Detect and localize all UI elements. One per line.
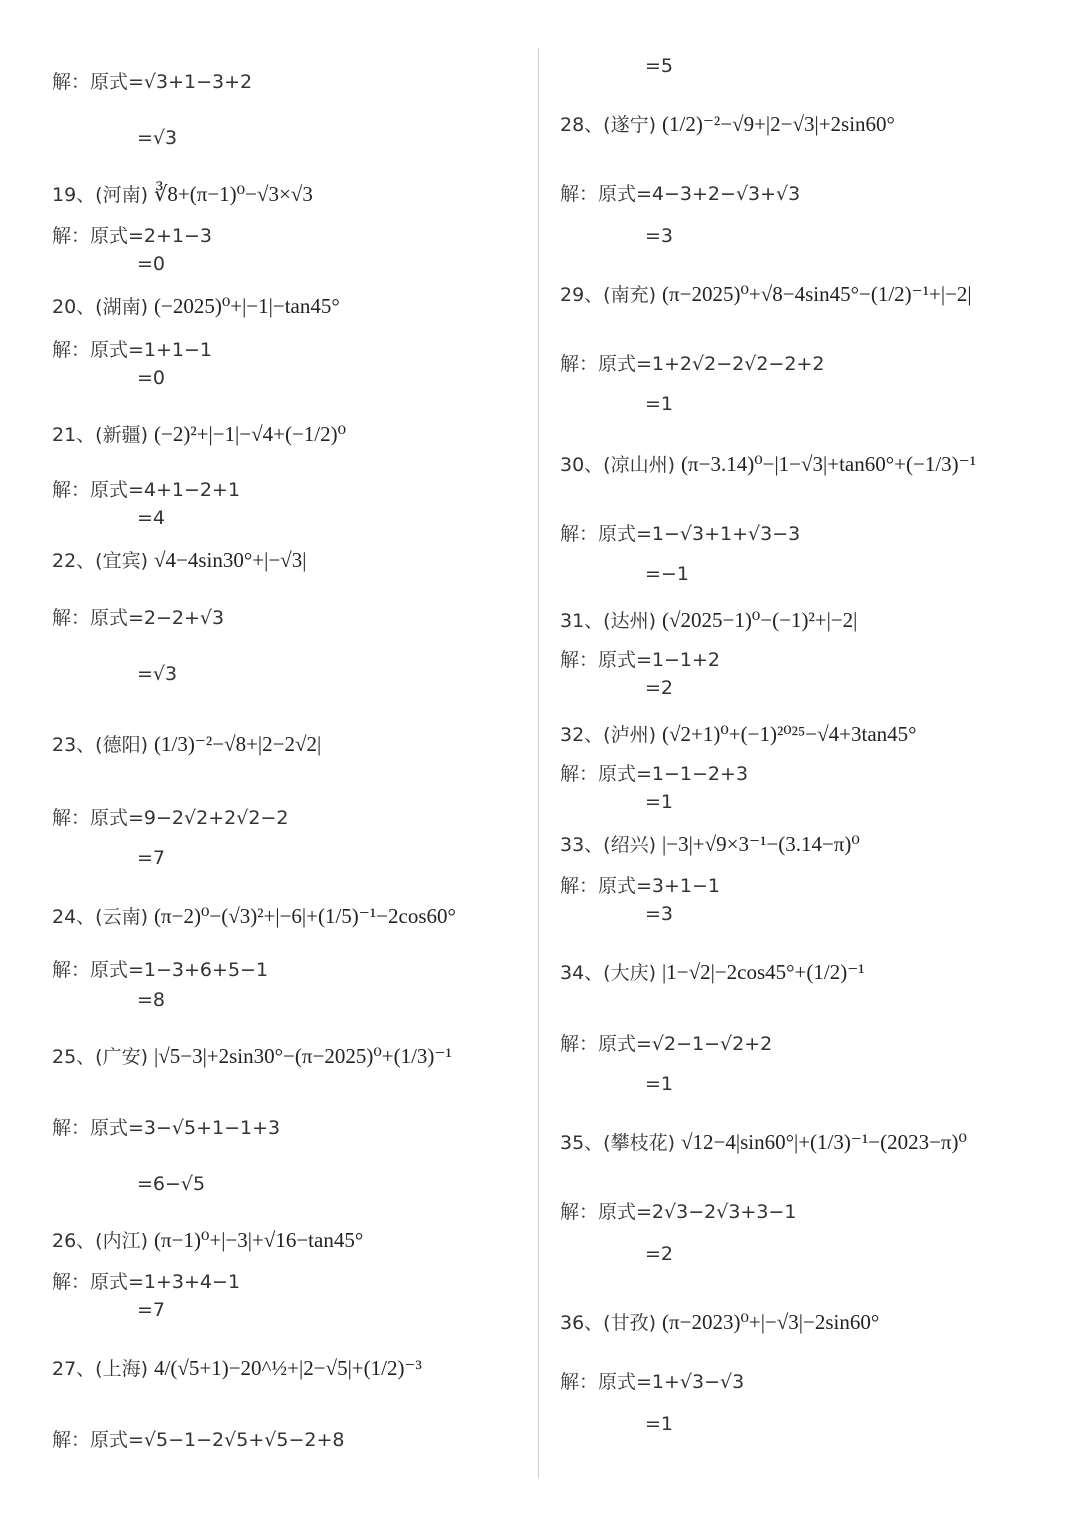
problem-line	[560, 830, 860, 859]
solution-line: 解：原式=2+1−3	[52, 225, 213, 247]
problem-label: 34、(大庆)	[560, 962, 657, 984]
solution-continuation: =7	[137, 1299, 166, 1321]
problem-line	[52, 420, 346, 449]
problem-label: 25、(广安)	[52, 1046, 149, 1068]
solution-line: 解：原式=√3+1−3+2	[52, 71, 253, 93]
problem-expression: (−2)²+|−1|−√4+(−1/2)⁰	[154, 422, 347, 446]
solution-continuation: =2	[645, 677, 674, 699]
problem-expression: (π−2023)⁰+|−√3|−2sin60°	[662, 1310, 880, 1334]
solution-line: 解：原式=3+1−1	[560, 875, 721, 897]
problem-label: 21、(新疆)	[52, 424, 149, 446]
problem-label: 31、(达州)	[560, 610, 657, 632]
problem-expression: (−2025)⁰+|−1|−tan45°	[154, 294, 340, 318]
solution-continuation: =√3	[137, 663, 178, 685]
solution-continuation: =2	[645, 1243, 674, 1265]
problem-expression: |−3|+√9×3⁻¹−(3.14−π)⁰	[662, 832, 860, 856]
solution-continuation: =5	[645, 55, 674, 77]
problem-label: 28、(遂宁)	[560, 114, 657, 136]
solution-line: 解：原式=1−√3+1+√3−3	[560, 523, 801, 545]
problem-line	[560, 450, 976, 479]
problem-label: 24、(云南)	[52, 906, 149, 928]
problem-label: 23、(德阳)	[52, 734, 149, 756]
solution-line: 解：原式=9−2√2+2√2−2	[52, 807, 289, 829]
problem-line	[52, 180, 313, 209]
solution-line: 解：原式=1−3+6+5−1	[52, 959, 269, 981]
problem-expression: (π−1)⁰+|−3|+√16−tan45°	[154, 1228, 364, 1252]
solution-line: 解：原式=√5−1−2√5+√5−2+8	[52, 1429, 345, 1451]
solution-line: 解：原式=1−1+2	[560, 649, 721, 671]
problem-label: 27、(上海)	[52, 1358, 149, 1380]
solution-line: 解：原式=1+2√2−2√2−2+2	[560, 353, 825, 375]
problem-expression: (π−2)⁰−(√3)²+|−6|+(1/5)⁻¹−2cos60°	[154, 904, 456, 928]
problem-line	[560, 110, 895, 139]
problem-expression: (π−3.14)⁰−|1−√3|+tan60°+(−1/3)⁻¹	[681, 452, 977, 476]
solution-line: 解：原式=√2−1−√2+2	[560, 1033, 773, 1055]
solution-continuation: =0	[137, 367, 166, 389]
solution-continuation: =8	[137, 989, 166, 1011]
problem-line	[560, 606, 857, 635]
solution-line: 解：原式=1−1−2+3	[560, 763, 749, 785]
solution-line: 解：原式=1+1−1	[52, 339, 213, 361]
problem-line	[560, 958, 865, 987]
problem-label: 30、(凉山州)	[560, 454, 676, 476]
problem-label: 26、(内江)	[52, 1230, 149, 1252]
problem-expression: √12−4|sin60°|+(1/3)⁻¹−(2023−π)⁰	[681, 1130, 967, 1154]
solution-continuation: =0	[137, 253, 166, 275]
column-divider	[538, 48, 539, 1478]
problem-line	[52, 1042, 452, 1071]
solution-continuation: =3	[645, 225, 674, 247]
solution-continuation: =1	[645, 393, 674, 415]
problem-line	[52, 1354, 422, 1383]
solution-continuation: =7	[137, 847, 166, 869]
problem-expression: |1−√2|−2cos45°+(1/2)⁻¹	[662, 960, 865, 984]
solution-continuation: =1	[645, 791, 674, 813]
problem-label: 19、(河南)	[52, 184, 149, 206]
problem-line	[560, 720, 917, 749]
problem-line	[560, 1128, 967, 1157]
problem-label: 35、(攀枝花)	[560, 1132, 676, 1154]
problem-label: 20、(湖南)	[52, 296, 149, 318]
solution-line: 解：原式=1+√3−√3	[560, 1371, 745, 1393]
solution-continuation: =−1	[645, 563, 689, 585]
solution-continuation: =3	[645, 903, 674, 925]
problem-line	[560, 280, 972, 309]
problem-label: 36、(甘孜)	[560, 1312, 657, 1334]
problem-expression: |√5−3|+2sin30°−(π−2025)⁰+(1/3)⁻¹	[154, 1044, 452, 1068]
problem-line	[52, 730, 321, 759]
solution-continuation: =1	[645, 1413, 674, 1435]
problem-expression: (√2+1)⁰+(−1)²⁰²⁵−√4+3tan45°	[662, 722, 917, 746]
solution-continuation: =1	[645, 1073, 674, 1095]
problem-line	[52, 1226, 363, 1255]
problem-label: 33、(绍兴)	[560, 834, 657, 856]
solution-line: 解：原式=1+3+4−1	[52, 1271, 241, 1293]
solution-continuation: =4	[137, 507, 166, 529]
problem-expression: 4/(√5+1)−20^½+|2−√5|+(1/2)⁻³	[154, 1356, 422, 1380]
problem-expression: (π−2025)⁰+√8−4sin45°−(1/2)⁻¹+|−2|	[662, 282, 972, 306]
solution-continuation: =√3	[137, 127, 178, 149]
problem-expression: (√2025−1)⁰−(−1)²+|−2|	[662, 608, 858, 632]
problem-line	[52, 902, 456, 931]
solution-line: 解：原式=2−2+√3	[52, 607, 225, 629]
problem-line	[560, 1308, 879, 1337]
problem-expression: (1/3)⁻²−√8+|2−2√2|	[154, 732, 322, 756]
problem-label: 32、(泸州)	[560, 724, 657, 746]
solution-line: 解：原式=3−√5+1−1+3	[52, 1117, 281, 1139]
problem-expression: √4−4sin30°+|−√3|	[154, 548, 307, 572]
solution-continuation: =6−√5	[137, 1173, 206, 1195]
problem-label: 22、(宜宾)	[52, 550, 149, 572]
problem-line	[52, 546, 306, 575]
solution-line: 解：原式=4−3+2−√3+√3	[560, 183, 801, 205]
problem-expression: ∛8+(π−1)⁰−√3×√3	[154, 182, 313, 206]
problem-line	[52, 292, 340, 321]
solution-line: 解：原式=4+1−2+1	[52, 479, 241, 501]
problem-label: 29、(南充)	[560, 284, 657, 306]
solution-line: 解：原式=2√3−2√3+3−1	[560, 1201, 797, 1223]
problem-expression: (1/2)⁻²−√9+|2−√3|+2sin60°	[662, 112, 895, 136]
